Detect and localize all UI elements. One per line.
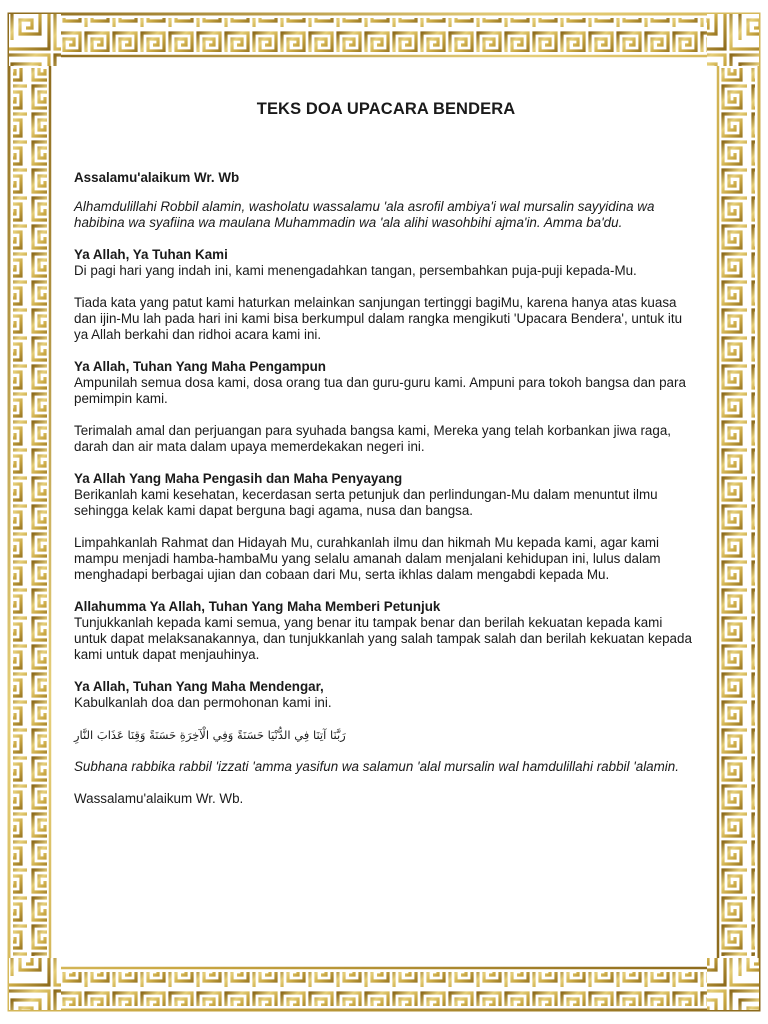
prayer-section [74, 679, 698, 711]
arabic-prayer: رَبَّنَا آتِنَا فِي الدُّنْيَا حَسَنَةً وَفِي الْآخِرَةِ حَسَنَةً وَقِنَا عَذَابَ النَّارِ [74, 728, 346, 742]
section-text: Tunjukkanlah kepada kami semua, yang benar itu tampak benar dan berilah kekuatan kepada kami untuk dapat melaksanakannya, dan tunjukkanlah yang salah tampak salah dan berilah kekuatan kepada kami untuk dapat menjauhinya. [74, 615, 692, 662]
section-text: Tiada kata yang patut kami haturkan melainkan sanjungan tertinggi bagiMu, karena hanya atas kuasa dan ijin-Mu lah pada hari ini kami bisa berkumpul dalam rangka mengikuti 'Upacara Bendera', untuk itu ya Allah berkahi dan ridhoi acara kami ini. [74, 295, 683, 342]
prayer-section [74, 471, 698, 519]
prayer-section [74, 247, 698, 279]
section-text: Kabulkanlah doa dan permohonan kami ini. [74, 695, 332, 710]
opening-paragraph: Alhamdulillahi Robbil alamin, washolatu wassalamu 'ala asrofil ambiya'i wal mursalin sayyidina wa habibina wa syafiina wa maulana Muhammadin wa 'ala alihi wasohbihi ajma'in. Amma ba'du. [74, 199, 655, 230]
farewell: Wassalamu'alaikum Wr. Wb. [74, 791, 244, 806]
prayer-section [74, 599, 698, 663]
closing-prayer: Subhana rabbika rabbil 'izzati 'amma yasifun wa salamun 'alal mursalin wal hamdulillahi rabbil 'alamin. [74, 759, 679, 774]
section-heading: Ya Allah, Tuhan Yang Maha Mendengar, [74, 679, 324, 694]
prayer-section [74, 295, 698, 343]
prayer-section [74, 423, 698, 455]
section-text: Ampunilah semua dosa kami, dosa orang tua dan guru-guru kami. Ampuni para tokoh bangsa dan para pemimpin kami. [74, 375, 686, 406]
document-body [74, 100, 698, 823]
section-heading: Allahumma Ya Allah, Tuhan Yang Maha Memberi Petunjuk [74, 599, 441, 614]
section-text: Limpahkanlah Rahmat dan Hidayah Mu, curahkanlah ilmu dan hikmah Mu kepada kami, agar kami mampu menjadi hamba-hambaMu yang selalu amanah dalam menjalani kehidupan ini, lulus dalam menghadapi berbagai ujian dan cobaan dari Mu, serta ikhlas dalam mengabdi kepada Mu. [74, 535, 661, 582]
greeting [74, 170, 698, 186]
greeting-text: Assalamu'alaikum Wr. Wb [74, 170, 240, 185]
section-heading: Ya Allah, Ya Tuhan Kami [74, 247, 228, 262]
section-heading: Ya Allah Yang Maha Pengasih dan Maha Penyayang [74, 471, 403, 486]
prayer-section [74, 359, 698, 407]
prayer-sections [74, 247, 698, 711]
section-text: Terimalah amal dan perjuangan para syuhada bangsa kami, Mereka yang telah korbankan jiwa raga, darah dan air mata dalam upaya memerdekakan negeri ini. [74, 423, 671, 454]
section-heading: Ya Allah, Tuhan Yang Maha Pengampun [74, 359, 326, 374]
section-text: Berikanlah kami kesehatan, kecerdasan serta petunjuk dan perlindungan-Mu dalam menuntut ilmu sehingga kelak kami dapat berguna bagi agama, nusa dan bangsa. [74, 487, 658, 518]
document-title: TEKS DOA UPACARA BENDERA [256, 100, 516, 118]
section-text: Di pagi hari yang indah ini, kami menengadahkan tangan, persembahkan puja-puji kepada-Mu. [74, 263, 637, 278]
prayer-section [74, 535, 698, 583]
